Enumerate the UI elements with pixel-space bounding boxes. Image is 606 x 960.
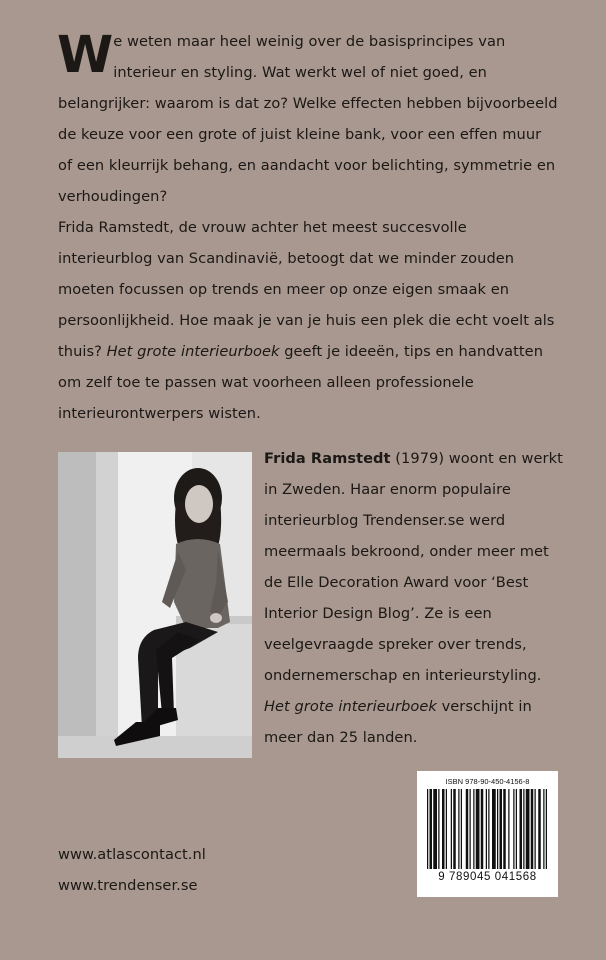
blurb-paragraph-2-end: geeft je ideeën, tips en handvatten om zelf toe te passen wat voorheen alleen professionele interieurontwerpers wisten.: [58, 343, 543, 422]
barcode-bar: [543, 789, 544, 869]
blurb-paragraph-1: [58, 26, 558, 212]
barcode-bar: [508, 789, 509, 869]
barcode-bar: [442, 789, 445, 869]
blurb-paragraph-2-start: Frida Ramstedt, de vrouw achter het meest succesvolle interieurblog van Scandinavië, betoogt dat we minder zouden moeten focussen op trends en meer op onze eigen smaak en persoonlijkheid. Hoe maak je van je huis een plek die echt voelt als thuis?: [58, 219, 555, 360]
author-bio-text: [264, 443, 564, 753]
author-bio: [264, 443, 564, 753]
barcode-bar: [488, 789, 489, 869]
isbn-barcode-box: [417, 771, 558, 897]
website-links: [58, 839, 206, 901]
back-cover-blurb: [58, 26, 558, 429]
barcode-bar: [523, 789, 524, 869]
barcode-bar: [461, 789, 462, 869]
blog-website-link[interactable]: www.trendenser.se: [58, 877, 198, 894]
barcode-bar: [503, 789, 506, 869]
barcode-bar: [538, 789, 541, 869]
barcode-bar: [427, 789, 428, 869]
barcode-bar: [433, 789, 437, 869]
barcode-bar: [526, 789, 530, 869]
barcode-bar: [531, 789, 534, 869]
barcode-bar: [535, 789, 536, 869]
barcode-bar: [516, 789, 517, 869]
barcode-bar: [430, 789, 433, 869]
barcode-bar: [486, 789, 487, 869]
author-name: Frida Ramstedt: [264, 450, 391, 467]
book-title-italic-bio: Het grote interieurboek: [264, 698, 437, 715]
barcode-bar: [438, 789, 439, 869]
barcode-bar: [546, 789, 547, 869]
barcode-bar: [446, 789, 447, 869]
barcode-bar: [500, 789, 503, 869]
blurb-paragraph-1-text: e weten maar heel weinig over de basisprincipes van interieur en styling. Wat werkt wel of niet goed, en belangrijker: waarom is dat zo? Welke effecten hebben bijvoorbeeld de keuze voor een grote of juist kleine bank, voor een effen muur of een kleurrijk behang, en aandacht voor belichting, symmetrie en verhoudingen?: [58, 33, 558, 205]
isbn-label: ISBN 978-90-450-4156-8: [445, 777, 530, 786]
barcode-bar: [520, 789, 523, 869]
blurb-paragraph-2: [58, 212, 558, 429]
author-photo-illustration: [58, 452, 252, 758]
barcode-bar: [476, 789, 480, 869]
barcode-bar: [492, 789, 496, 869]
barcode-bar: [451, 789, 452, 869]
barcode-bar: [453, 789, 456, 869]
barcode-bar: [513, 789, 514, 869]
barcode-bar: [458, 789, 459, 869]
barcode-bar: [481, 789, 484, 869]
author-bio-part-2: verschijnt in meer dan 25 landen.: [264, 698, 532, 746]
publisher-website-link[interactable]: www.atlascontact.nl: [58, 846, 206, 863]
book-title-italic: Het grote interieurboek: [106, 343, 280, 360]
author-photo: [58, 452, 252, 758]
author-bio-part-1: (1979) woont en werkt in Zweden. Haar enorm populaire interieurblog Trendenser.se werd meermaals bekroond, onder meer met de Elle Decoration Award voor ‘Best Interior Design Blog’. Ze is een veelgevraagde spreker over trends, ondernemerschap en interieurstyling.: [264, 450, 563, 684]
barcode-graphic: [425, 789, 550, 871]
barcode-bar: [473, 789, 474, 869]
ean-digits: 9 789045 041568: [438, 871, 537, 883]
barcode-bar: [470, 789, 471, 869]
barcode-bar: [497, 789, 498, 869]
barcode-bar: [466, 789, 469, 869]
dropcap-letter: W: [57, 26, 112, 85]
